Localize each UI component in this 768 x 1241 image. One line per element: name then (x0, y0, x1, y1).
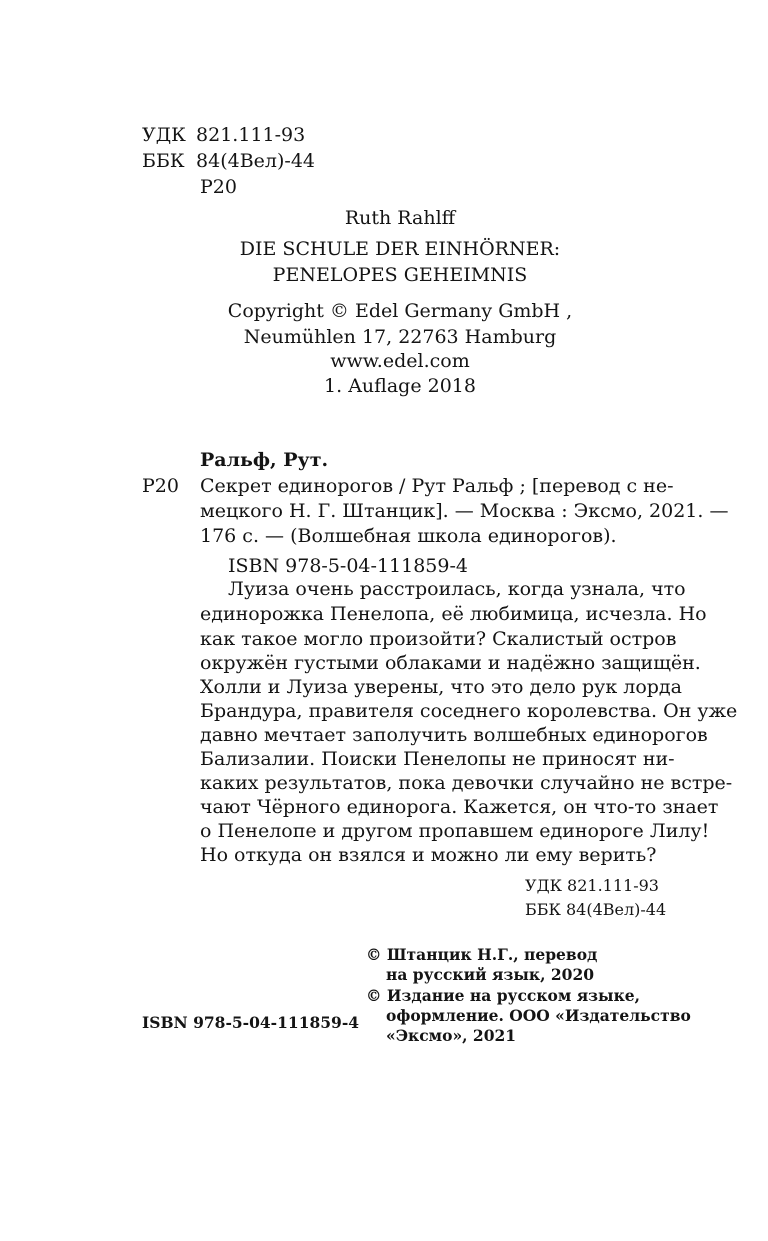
udk-value: 821.111-93 (196, 124, 306, 146)
original-author: Ruth Rahlff (344, 207, 456, 229)
catalog-mark: Р20 (142, 475, 179, 497)
copyright-line2: Neumühlen 17, 22763 Hamburg (243, 326, 557, 348)
bottom-udk: УДК 821.111-93 (525, 876, 659, 895)
rights-line: на русский язык, 2020 (386, 965, 595, 984)
udk-label: УДК (142, 124, 186, 146)
rights-line: © Издание на русском языке, (366, 986, 641, 1005)
annotation-line: единорожка Пенелопа, её любимица, исчезла. Но (200, 603, 707, 625)
website: www.edel.com (330, 350, 470, 372)
rights-line: «Эксмо», 2021 (386, 1026, 517, 1045)
udk-code (142, 122, 305, 148)
annotation-line: каких результатов, пока девочки случайно не встре- (200, 772, 733, 794)
edition: 1. Auflage 2018 (324, 375, 476, 397)
author-mark: Р20 (200, 176, 237, 198)
catalog-isbn: ISBN 978-5-04-111859-4 (228, 555, 468, 577)
catalog-entry-line: 176 с. — (Волшебная школа единорогов). (200, 525, 617, 547)
bbk-code (142, 148, 315, 174)
bbk-value: 84(4Вел)-44 (196, 150, 316, 172)
rights-line: © Штанцик Н.Г., перевод (366, 945, 598, 964)
original-title-line2: PENELOPES GEHEIMNIS (272, 264, 528, 286)
annotation-line: Бализалии. Поиски Пенелопы не приносят ни- (200, 748, 675, 770)
catalog-entry-line: Секрет единорогов / Рут Ральф ; [перевод с не- (200, 475, 674, 497)
annotation-line: Брандура, правителя соседнего королевства. Он уже (200, 700, 738, 722)
bbk-label: ББК (142, 150, 185, 172)
annotation-last-line: Но откуда он взялся и можно ли ему верить? (200, 844, 657, 866)
annotation-line: Холли и Луиза уверены, что это дело рук лорда (200, 676, 682, 698)
annotation-line: чают Чёрного единорога. Кажется, он что-то знает (200, 796, 719, 818)
annotation-line: окружён густыми облаками и надёжно защищён. (200, 652, 701, 674)
annotation-line: давно мечтает заполучить волшебных единорогов (200, 724, 708, 746)
annotation-line: как такое могло произойти? Скалистый остров (200, 628, 677, 650)
footer-isbn: ISBN 978-5-04-111859-4 (142, 1013, 360, 1032)
annotation-line: о Пенелопе и другом пропавшем единороге Лилу! (200, 820, 710, 842)
annotation-line: Луиза очень расстроилась, когда узнала, что (228, 578, 686, 600)
copyright-line1: Copyright © Edel Germany GmbH , (227, 300, 573, 322)
rights-line: оформление. ООО «Издательство (386, 1006, 691, 1025)
catalog-heading: Ральф, Рут. (200, 449, 329, 471)
original-title-line1: DIE SCHULE DER EINHÖRNER: (239, 238, 561, 260)
bottom-bbk: ББК 84(4Вел)-44 (525, 900, 667, 919)
catalog-entry-line: мецкого Н. Г. Штанцик]. — Москва : Эксмо, 2021. — (200, 500, 729, 522)
